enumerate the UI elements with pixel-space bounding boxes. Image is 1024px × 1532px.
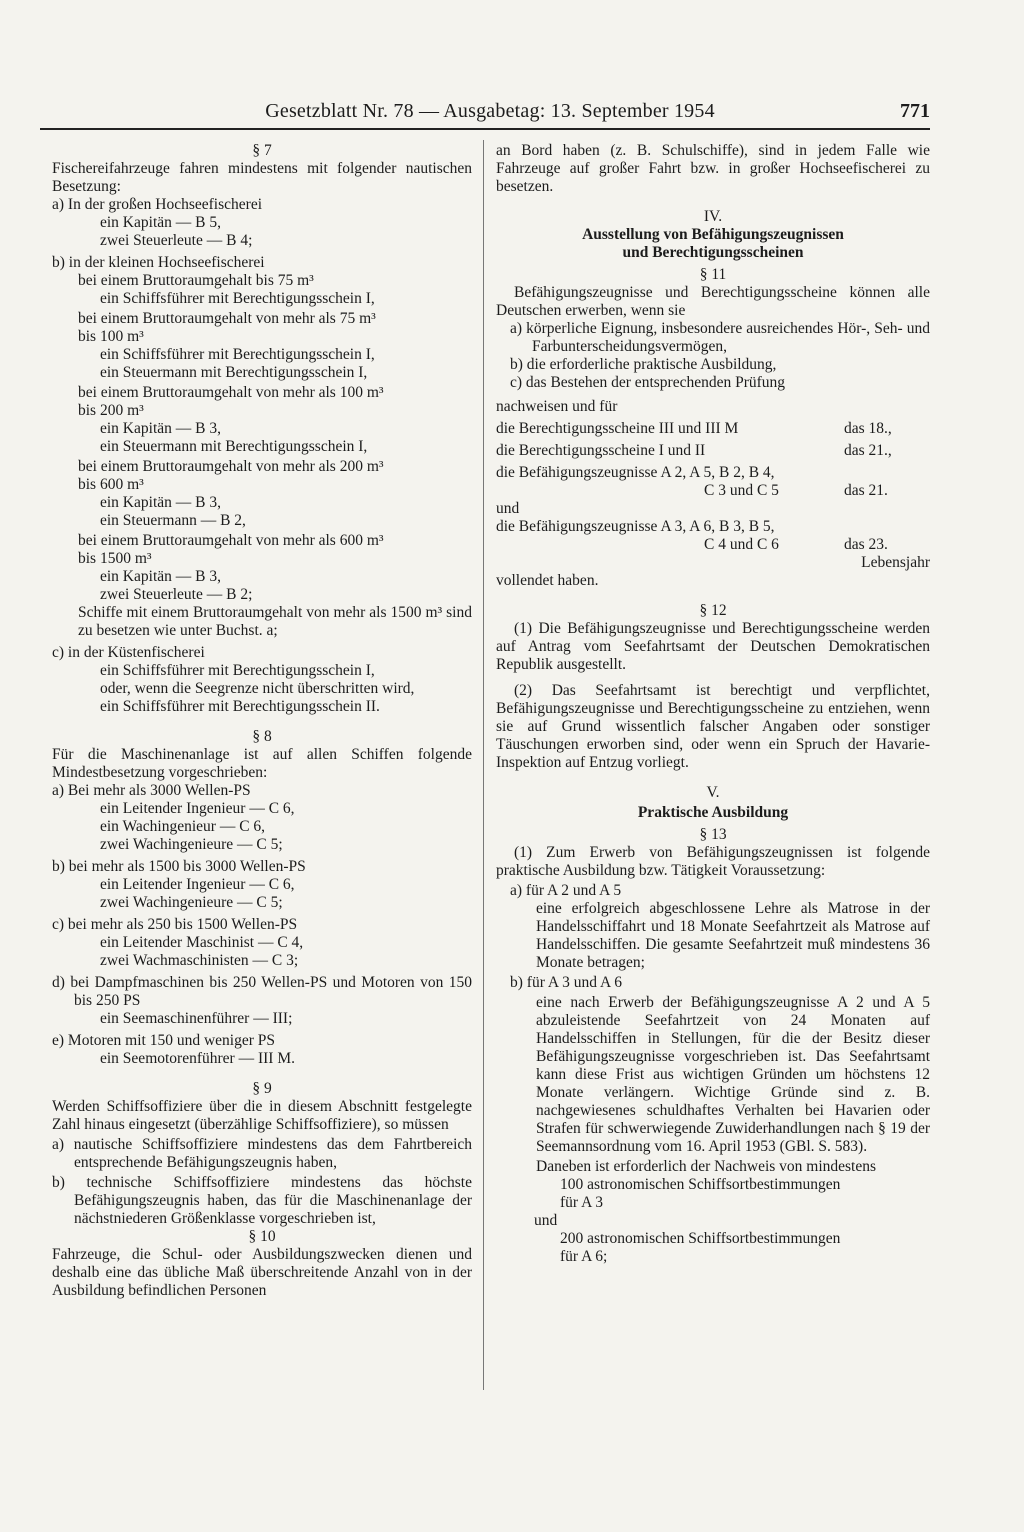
age-row-line bbox=[496, 482, 930, 500]
section-10-text: Fahrzeuge, die Schul- oder Ausbildungszwecken dienen und deshalb eine das übliche Maß überschreitende Anzahl von in der Ausbildung befindlichen Personen bbox=[52, 1246, 472, 1299]
section-11-heading: § 11 bbox=[699, 266, 727, 283]
age-row-value: das 23. bbox=[844, 536, 888, 553]
text-line: b) bei mehr als 1500 bis 3000 Wellen-PS bbox=[52, 858, 306, 875]
text-line: zwei Wachmaschinisten — C 3; bbox=[100, 952, 299, 969]
section-11-und: und bbox=[496, 500, 520, 517]
section-7-item-b bbox=[52, 254, 472, 640]
text-line: ein Kapitän — B 5, bbox=[100, 214, 221, 231]
section-7-heading: § 7 bbox=[252, 142, 272, 159]
section-8-item-a bbox=[52, 782, 472, 854]
text-line: 100 astronomischen Schiffsortbestimmungen bbox=[560, 1176, 841, 1193]
age-row-label: die Berechtigungsscheine I und II bbox=[496, 442, 706, 459]
section-10-continued: an Bord haben (z. B. Schulschiffe), sind in jedem Falle wie Fahrzeuge auf großer Fahrt bzw. in großer Hochseefischerei zu besetzen. bbox=[496, 142, 930, 195]
section-7-item-a bbox=[52, 196, 472, 250]
text-line: für A 3 bbox=[560, 1194, 604, 1211]
page-number: 771 bbox=[900, 100, 930, 122]
text-line: ein Seemaschinenführer — III; bbox=[100, 1010, 293, 1027]
section-7-intro: Fischereifahrzeuge fahren mindestens mit folgender nautischen Besetzung: bbox=[52, 160, 472, 195]
text-line: zwei Steuerleute — B 2; bbox=[100, 586, 253, 603]
age-row-value: das 21., bbox=[844, 442, 892, 459]
section-9-item-a: a) nautische Schiffsoffiziere mindestens das dem Fahrtbereich entsprechende Befähigungszeugnis haben, bbox=[52, 1136, 472, 1171]
age-row-value: das 21. bbox=[844, 482, 888, 499]
age-row-label: die Berechtigungsscheine III und III M bbox=[496, 420, 739, 437]
section-13-item-a-text: eine erfolgreich abgeschlossene Lehre als Matrose in der Handelsschiffahrt und 18 Monate Seefahrtzeit als Matrose auf Handelsschiffen. Die gesamte Seefahrtzeit muß mindestens 36 Monate betragen; bbox=[536, 900, 930, 971]
part-4-number: IV. bbox=[703, 208, 723, 225]
section-11-item-c: c) das Bestehen der entsprechenden Prüfung bbox=[510, 374, 786, 391]
section-11-nachweisen: nachweisen und für bbox=[496, 398, 618, 415]
section-11-intro: Befähigungszeugnisse und Berechtigungsscheine können alle Deutschen erwerben, wenn sie bbox=[496, 284, 930, 319]
text-line: bis 100 m³ bbox=[78, 328, 144, 345]
section-12-paragraph-1: (1) Die Befähigungszeugnisse und Berechtigungsscheine werden auf Antrag vom Seefahrtsamt der Deutschen Demokratischen Republik ausgestellt. bbox=[496, 620, 930, 673]
text-line: ein Seemotorenführer — III M. bbox=[100, 1050, 295, 1067]
section-13-daneben: Daneben ist erforderlich der Nachweis von mindestens bbox=[536, 1158, 877, 1175]
section-9-intro: Werden Schiffsoffiziere über die in diesem Abschnitt festgelegte Zahl hinaus eingesetzt (überzählige Schiffsoffiziere), so müssen bbox=[52, 1098, 472, 1133]
text-line: e) Motoren mit 150 und weniger PS bbox=[52, 1032, 276, 1049]
age-row-label-2: C 4 und C 6 bbox=[704, 536, 779, 553]
part-5-title: Praktische Ausbildung bbox=[637, 804, 789, 821]
text-line: ein Steuermann mit Berechtigungsschein I, bbox=[100, 438, 368, 455]
text-line: bei einem Bruttoraumgehalt bis 75 m³ bbox=[78, 272, 314, 289]
text-line: ein Leitender Ingenieur — C 6, bbox=[100, 800, 295, 817]
section-8-item-c bbox=[52, 916, 472, 970]
part-4-title-line: und Berechtigungsscheinen bbox=[622, 244, 804, 261]
section-8-heading: § 8 bbox=[252, 728, 272, 745]
text-line: bei einem Bruttoraumgehalt von mehr als 200 m³ bbox=[78, 458, 384, 475]
text-line: bis 1500 m³ bbox=[78, 550, 152, 567]
text-line: Schiffe mit einem Bruttoraumgehalt von mehr als 1500 m³ sind zu besetzen wie unter Buchst. a; bbox=[78, 604, 472, 639]
age-row-line bbox=[496, 536, 930, 554]
age-row-label-2: C 3 und C 5 bbox=[704, 482, 779, 499]
section-8-item-b bbox=[52, 858, 472, 912]
text-line: zwei Wachingenieure — C 5; bbox=[100, 894, 283, 911]
section-11-end: vollendet haben. bbox=[496, 572, 599, 589]
section-8-item-d bbox=[52, 974, 472, 1028]
section-8-item-e bbox=[52, 1032, 472, 1068]
age-row-label: die Befähigungszeugnisse A 3, A 6, B 3, B 5, bbox=[496, 518, 775, 535]
section-12-heading: § 12 bbox=[699, 602, 727, 619]
text-line: ein Schiffsführer mit Berechtigungsschein I, bbox=[100, 662, 375, 679]
age-row bbox=[496, 442, 930, 460]
text-line: bei einem Bruttoraumgehalt von mehr als 600 m³ bbox=[78, 532, 384, 549]
text-line: und bbox=[534, 1212, 558, 1229]
section-10-heading: § 10 bbox=[248, 1228, 276, 1245]
text-line: ein Kapitän — B 3, bbox=[100, 568, 221, 585]
gazette-title: Gesetzblatt Nr. 78 — Ausgabetag: 13. September 1954 bbox=[265, 100, 715, 122]
text-line: b) in der kleinen Hochseefischerei bbox=[52, 254, 265, 271]
text-line: zwei Wachingenieure — C 5; bbox=[100, 836, 283, 853]
text-line: ein Kapitän — B 3, bbox=[100, 420, 221, 437]
text-line: ein Steuermann — B 2, bbox=[100, 512, 246, 529]
column-divider bbox=[483, 140, 484, 1390]
age-row-value: das 18., bbox=[844, 420, 892, 437]
text-line: ein Schiffsführer mit Berechtigungsschein I, bbox=[100, 346, 375, 363]
text-line: ein Kapitän — B 3, bbox=[100, 494, 221, 511]
right-column bbox=[496, 142, 930, 1266]
text-line: a) In der großen Hochseefischerei bbox=[52, 196, 263, 213]
left-column bbox=[52, 142, 472, 1300]
text-line: ein Steuermann mit Berechtigungsschein I, bbox=[100, 364, 368, 381]
text-line: bei einem Bruttoraumgehalt von mehr als 100 m³ bbox=[78, 384, 384, 401]
age-row-label: die Befähigungszeugnisse A 2, A 5, B 2, B 4, bbox=[496, 464, 775, 481]
text-line: ein Schiffsführer mit Berechtigungsschein I, bbox=[100, 290, 375, 307]
section-13-heading: § 13 bbox=[699, 826, 727, 843]
text-line: ein Wachingenieur — C 6, bbox=[100, 818, 266, 835]
text-line: a) Bei mehr als 3000 Wellen-PS bbox=[52, 782, 251, 799]
section-13-intro: (1) Zum Erwerb von Befähigungszeugnissen ist folgende praktische Ausbildung bzw. Tätigkeit Voraussetzung: bbox=[496, 844, 930, 879]
section-8-intro: Für die Maschinenanlage ist auf allen Schiffen folgende Mindestbesetzung vorgeschrieben: bbox=[52, 746, 472, 781]
section-13-item-b-text: eine nach Erwerb der Befähigungszeugnisse A 2 und A 5 abzuleistende Seefahrtzeit von 24 Monaten auf Handelsschiffen in Stellungen, für die der Besitz dieser Befähigungszeugnisse vorgeschrieben ist. Das Seefahrtsamt kann diese Frist aus wichtigen Gründen um höchstens 12 Monate verlängern. Wichtige Gründe sind z. B. nachgewiesenes schuldhaftes Verhalten bei Havarien oder Strafen für schwerwiegende Zuwiderhandlungen nach § 19 der Seemannsordnung vom 16. April 1953 (GBl. S. 583). bbox=[536, 994, 930, 1155]
text-line: ein Leitender Maschinist — C 4, bbox=[100, 934, 304, 951]
text-line: c) bei mehr als 250 bis 1500 Wellen-PS bbox=[52, 916, 298, 933]
text-line: d) bei Dampfmaschinen bis 250 Wellen-PS und Motoren von 150 bis 250 PS bbox=[52, 974, 472, 1009]
section-9-heading: § 9 bbox=[252, 1080, 272, 1097]
text-line: 200 astronomischen Schiffsortbestimmungen bbox=[560, 1230, 841, 1247]
text-line: bis 600 m³ bbox=[78, 476, 144, 493]
lebensjahr-label: Lebensjahr bbox=[861, 554, 930, 571]
section-11-item-a: a) körperliche Eignung, insbesondere ausreichendes Hör-, Seh- und Farbunterscheidungsvermögen, bbox=[510, 320, 930, 355]
section-11-item-b: b) die erforderliche praktische Ausbildung, bbox=[510, 356, 777, 373]
text-line: zwei Steuerleute — B 4; bbox=[100, 232, 253, 249]
part-4-title-line: Ausstellung von Befähigungszeugnissen bbox=[582, 226, 844, 243]
page-header bbox=[40, 100, 930, 130]
text-line: c) in der Küstenfischerei bbox=[52, 644, 205, 661]
section-13-item-a-title: a) für A 2 und A 5 bbox=[510, 882, 622, 899]
section-9-item-b: b) technische Schiffsoffiziere mindestens das höchste Befähigungszeugnis haben, das für die Maschinenanlage der nächstniederen Größenklasse vorgeschrieben ist, bbox=[52, 1174, 472, 1227]
section-7-item-c bbox=[52, 644, 472, 716]
text-line: für A 6; bbox=[560, 1248, 608, 1265]
section-12-paragraph-2: (2) Das Seefahrtsamt ist berechtigt und verpflichtet, Befähigungszeugnisse und Berechtigungsscheine zu entziehen, wenn sie auf Grund wissentlich falscher Angaben oder sonstiger Täuschungen erworben sind, oder wenn ein Spruch der Havarie-Inspektion auf Entzug vorliegt. bbox=[496, 682, 930, 771]
text-line: bei einem Bruttoraumgehalt von mehr als 75 m³ bbox=[78, 310, 376, 327]
age-row bbox=[496, 420, 930, 438]
age-row bbox=[496, 518, 930, 572]
part-5-number: V. bbox=[706, 784, 720, 801]
text-line: bis 200 m³ bbox=[78, 402, 144, 419]
text-line: oder, wenn die Seegrenze nicht überschritten wird, bbox=[100, 680, 415, 697]
section-13-item-b-title: b) für A 3 und A 6 bbox=[510, 974, 622, 991]
text-line: ein Schiffsführer mit Berechtigungsschein II. bbox=[100, 698, 380, 715]
age-row bbox=[496, 464, 930, 500]
text-line: ein Leitender Ingenieur — C 6, bbox=[100, 876, 295, 893]
